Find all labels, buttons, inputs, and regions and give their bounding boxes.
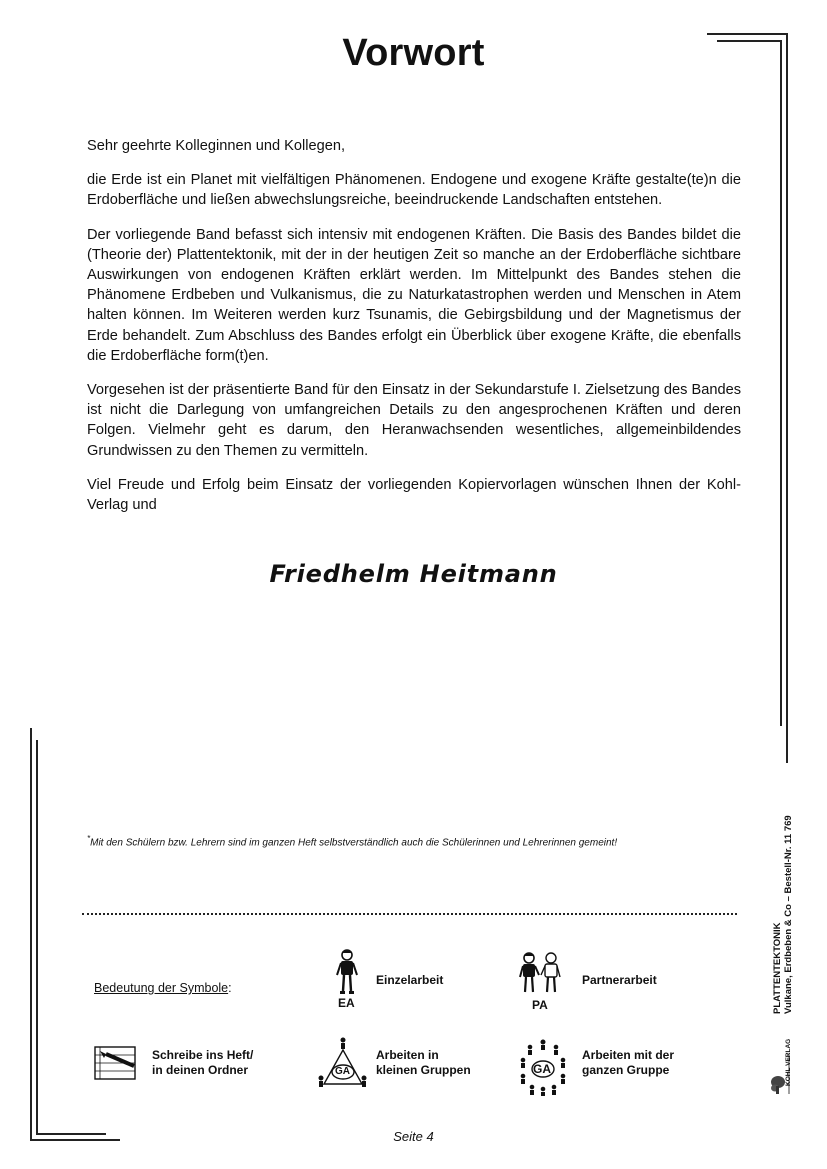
legend-title xyxy=(94,981,232,995)
legend-title-colon: : xyxy=(228,981,232,995)
paragraph-1: die Erde ist ein Planet mit vielfältigen Phänomenen. Endogene und exogene Kräfte gestalte(te)n die Erdoberfläche und ließen abwechslungsreiche, beeindruckende Landschaften entstehen. xyxy=(87,172,741,209)
footnote xyxy=(87,834,747,848)
frame-right-vertical-inner xyxy=(780,40,782,726)
frame-left-vertical-inner xyxy=(36,740,38,1134)
ganze-gruppe-label-line2: ganzen Gruppe xyxy=(582,1063,670,1077)
greeting: Sehr geehrte Kolleginnen und Kollegen, xyxy=(87,138,346,154)
kleingruppen-label-line2: kleinen Gruppen xyxy=(376,1063,471,1077)
page-number: Seite 4 xyxy=(393,1129,434,1144)
frame-left-vertical xyxy=(30,728,32,1140)
publisher-name: KOHL VERLAG xyxy=(785,1038,792,1086)
single-person-icon xyxy=(334,949,360,995)
einzelarbeit-caption: EA xyxy=(338,996,355,1010)
legend-title-text: Bedeutung der Symbole xyxy=(94,981,229,995)
partnerarbeit-label: Partnerarbeit xyxy=(582,973,657,987)
heft-label xyxy=(152,1048,253,1078)
einzelarbeit-label: Einzelarbeit xyxy=(376,973,444,987)
foreword-body xyxy=(87,136,741,529)
kleingruppen-caption: GA xyxy=(335,1066,350,1077)
pen-notebook-icon xyxy=(94,1046,136,1080)
footnote-text: Mit den Schülern bzw. Lehrern sind im ganzen Heft selbstverständlich auch die Schülerinnen und Lehrerinnen gemeint! xyxy=(90,837,618,849)
kohl-verlag-tree-logo xyxy=(770,1052,798,1096)
side-title: PLATTENTEKTONIK xyxy=(772,922,783,1014)
small-group-icon xyxy=(316,1036,370,1092)
heft-label-line2: in deinen Ordner xyxy=(152,1063,249,1077)
signature: Friedhelm Heitmann xyxy=(269,560,558,588)
dotted-separator xyxy=(82,913,737,915)
paragraph-2: Der vorliegende Band befasst sich intensiv mit endogenen Kräften. Die Basis des Bandes bildet die (Theorie der) Plattentektonik, mit der in der heutigen Zeit so manche an der Erdoberfläche sichtbare Auswirkungen von endogenen Kräften erklärt werden. Im Mittelpunkt des Bandes stehen die Phänomene Erdbeben und Vulkanismus, die zu Naturkatastrophen werden und Menschen in Atem halten können. Im Weiteren werden kurz Tsunamis, die Gebirgsbildung und der Magnetismus der Erde behandelt. Zum Abschluss des Bandes erfolgt ein Überblick über exogene Kräfte, die ebenfalls die Erdoberfläche form(t)en. xyxy=(87,226,741,364)
paragraph-4: Viel Freude und Erfolg beim Einsatz der vorliegenden Kopiervorlagen wünschen Ihnen der Kohl-Verlag und xyxy=(87,476,741,514)
footnote-marker: * xyxy=(87,834,91,843)
two-persons-icon xyxy=(518,951,564,997)
ganze-gruppe-caption: GA xyxy=(533,1062,551,1076)
heft-label-line1: Schreibe ins Heft/ xyxy=(152,1048,254,1062)
page-title: Vorwort xyxy=(342,32,485,74)
ganze-gruppe-label-line1: Arbeiten mit der xyxy=(582,1048,675,1062)
ganze-gruppe-label xyxy=(582,1048,674,1078)
side-subtitle: Vulkane, Erdbeben & Co – Bestell-Nr. 11 769 xyxy=(783,815,794,1014)
side-order-info xyxy=(772,734,794,1014)
paragraph-3: Vorgesehen ist der präsentierte Band für den Einsatz in der Sekundarstufe I. Zielsetzung des Bandes ist nicht die Darlegung von umfangreichen Details zu den angesprochenen Kräften und deren Folgen. Vielmehr geht es darum, den Heranwachsenden wesentliches, allgemeinbildendes Grundwissen zu den Themen zu vermitteln. xyxy=(87,382,741,459)
partnerarbeit-caption: PA xyxy=(532,998,548,1012)
kleingruppen-label xyxy=(376,1048,471,1078)
kleingruppen-label-line1: Arbeiten in xyxy=(376,1048,439,1062)
frame-right-vertical xyxy=(786,33,788,763)
